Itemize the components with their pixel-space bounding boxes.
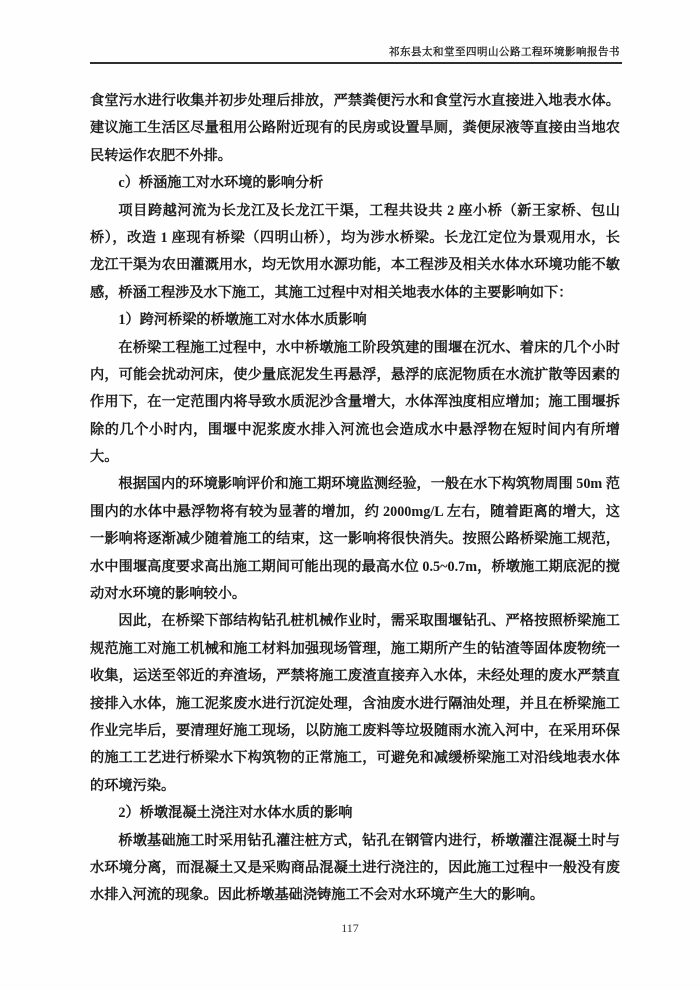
text-line: 建议施工生活区尽量租用公路附近现有的民房或设置旱厕，粪便尿液等直接由当地农 xyxy=(90,120,620,137)
text-line: 2）桥墩混凝土浇注对水体水质的影响 xyxy=(118,805,353,822)
text-line: 的施工工艺进行桥梁水下构筑物的正常施工，可避免和减缓桥梁施工对沿线地表水体 xyxy=(90,750,620,767)
text-line: 一影响将逐渐减少随着施工的结束，这一影响将很快消失。按照公路桥梁施工规范， xyxy=(90,531,620,548)
text-line: 龙江干渠为农田灌溉用水，均无饮用水源功能，本工程涉及相关水体水环境功能不敏 xyxy=(90,257,620,274)
text-line: 除的几个小时内，围堰中泥浆废水排入河流也会造成水中悬浮物在短时间内有所增 xyxy=(90,421,620,438)
text-line: 规范施工对施工机械和施工材料加强现场管理，施工期所产生的钻渣等固体废物统一 xyxy=(90,640,620,657)
page-number: 117 xyxy=(341,921,359,935)
text-line: 水排入河流的现象。因此桥墩基础浇铸施工不会对水环境产生大的影响。 xyxy=(90,887,545,904)
text-line: 因此，在桥梁下部结构钻孔桩机械作业时，需采取围堰钻孔、严格按照桥梁施工 xyxy=(118,613,620,630)
text-line: 项目跨越河流为长龙江及长龙江干渠，工程共设共 2 座小桥（新王家桥、包山 xyxy=(118,202,620,219)
text-line: 感，桥涵工程涉及水下施工，其施工过程中对相关地表水体的主要影响如下： xyxy=(90,284,573,301)
text-line: 收集，运送至邻近的弃渣场，严禁将施工废渣直接弃入水体，未经处理的废水严禁直 xyxy=(90,668,620,685)
text-line: 作业完毕后，要清理好施工现场，以防施工废料等垃圾随雨水流入河中，在采用环保 xyxy=(90,722,620,739)
text-line: 食堂污水进行收集并初步处理后排放，严禁粪便污水和食堂污水直接进入地表水体。 xyxy=(90,93,620,109)
header-divider xyxy=(90,62,622,64)
text-line: 内，可能会扰动河床，使少量底泥发生再悬浮，悬浮的底泥物质在水流扩散等因素的 xyxy=(90,366,620,383)
header-title: 祁东县太和堂至四明山公路工程环境影响报告书 xyxy=(389,47,620,58)
text-line: 水环境分离，而混凝土又是采购商品混凝土进行浇注的，因此施工过程中一般没有废 xyxy=(90,859,620,876)
text-line: 大。 xyxy=(90,449,119,466)
text-line: 在桥梁工程施工过程中，水中桥墩施工阶段筑建的围堰在沉水、着床的几个小时 xyxy=(118,339,620,356)
page-header xyxy=(90,44,620,59)
text-line: 民转运作农肥不外排。 xyxy=(90,147,232,164)
document-body xyxy=(90,88,620,910)
text-line: 的环境污染。 xyxy=(90,777,176,794)
text-line: 接排入水体，施工泥浆废水进行沉淀处理，含油废水进行隔油处理，并且在桥梁施工 xyxy=(90,695,620,712)
text-line: c）桥涵施工对水环境的影响分析 xyxy=(118,175,324,192)
text-line: 围内的水体中悬浮物将有较为显著的增加，约 2000mg/L 左右，随着距离的增大，这 xyxy=(90,503,620,520)
text-line: 桥墩基础施工时采用钻孔灌注桩方式，钻孔在钢管内进行，桥墩灌注混凝土时与 xyxy=(118,832,620,849)
text-line: 桥），改造 1 座现有桥梁（四明山桥），均为涉水桥梁。长龙江定位为景观用水，长 xyxy=(90,229,620,246)
text-line: 1）跨河桥梁的桥墩施工对水体水质影响 xyxy=(118,312,367,329)
text-line: 水中围堰高度要求高出施工期间可能出现的最高水位 0.5~0.7m，桥墩施工期底泥的搅 xyxy=(90,558,620,575)
text-line: 动对水环境的影响较小。 xyxy=(90,586,247,603)
page-footer xyxy=(0,921,700,936)
text-line: 根据国内的环境影响评价和施工期环境监测经验，一般在水下构筑物周围 50m 范 xyxy=(118,476,620,493)
text-line: 作用下，在一定范围内将导致水质泥沙含量增大，水体浑浊度相应增加；施工围堰拆 xyxy=(90,394,620,411)
